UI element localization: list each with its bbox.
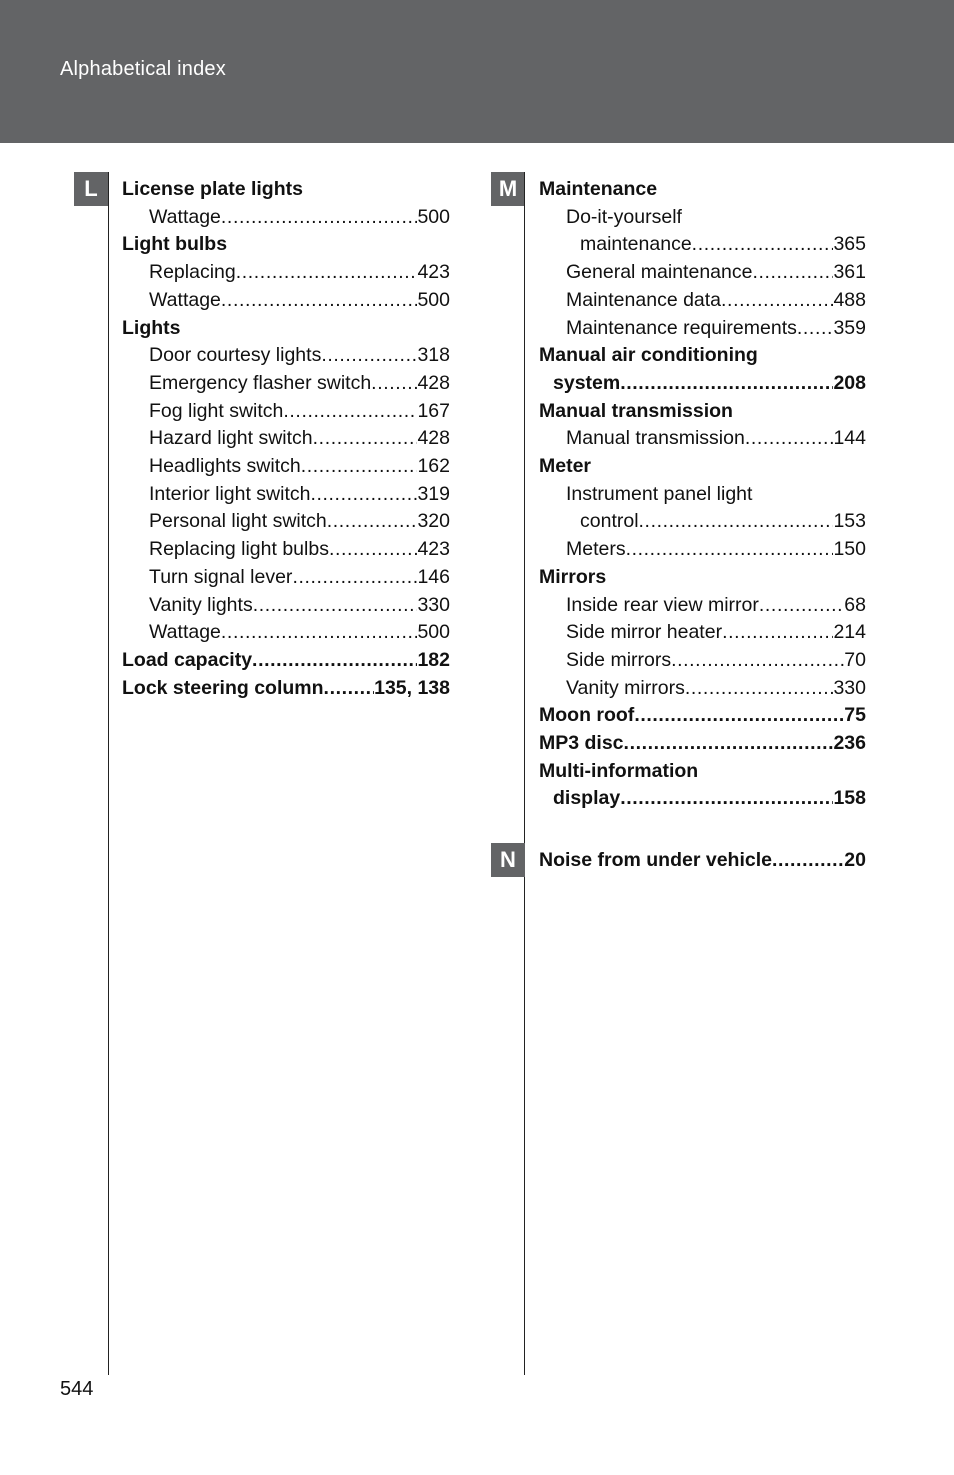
dot-leader [327, 508, 418, 536]
entry-page: 428 [417, 371, 450, 394]
dot-leader [745, 425, 834, 453]
entry-page: 320 [417, 510, 450, 533]
entry-label: Replacing [149, 261, 236, 284]
dot-leader [310, 481, 417, 509]
dot-leader [371, 370, 417, 398]
entry-page: 20 [844, 849, 866, 871]
index-entry [539, 619, 866, 647]
index-entry [539, 231, 866, 259]
entry-page: 208 [833, 371, 866, 394]
dot-leader [685, 675, 834, 703]
index-entry [122, 564, 450, 592]
dot-leader [620, 785, 833, 813]
entry-label: Light bulbs [122, 233, 228, 256]
index-entry [122, 398, 450, 426]
index-entry [122, 342, 450, 370]
entry-page: 135, 138 [374, 676, 450, 699]
entry-label: Side mirrors [566, 648, 672, 671]
dot-leader [221, 619, 418, 647]
entry-label: Emergency flasher switch [149, 371, 372, 394]
entry-page: 428 [417, 427, 450, 450]
entry-page: 359 [833, 316, 866, 339]
entry-label: Instrument panel light [566, 482, 753, 505]
entry-label: Wattage [149, 205, 221, 228]
entry-label: Maintenance data [566, 288, 722, 311]
entry-page: 236 [833, 732, 866, 755]
index-entry [539, 204, 866, 232]
entry-page: 214 [833, 621, 866, 644]
entry-page: 153 [833, 510, 866, 533]
page-number: 544 [60, 1378, 94, 1400]
entry-label: Replacing light bulbs [149, 538, 329, 561]
index-entry [122, 481, 450, 509]
dot-leader [301, 453, 418, 481]
index-entry [122, 231, 450, 259]
entry-label: Manual transmission [566, 427, 745, 450]
index-entry [122, 647, 450, 675]
index-column-l [122, 176, 450, 702]
entry-label: Side mirror heater [566, 621, 723, 644]
index-entry [122, 675, 450, 703]
entry-page: 330 [417, 593, 450, 616]
dot-leader [772, 847, 844, 875]
index-entry [539, 425, 866, 453]
entry-label: Hazard light switch [149, 427, 313, 450]
entry-page: 70 [844, 648, 866, 671]
dot-leader [236, 259, 418, 287]
dot-leader [797, 315, 834, 343]
index-entry [122, 619, 450, 647]
index-entry [539, 730, 866, 758]
index-entry [122, 508, 450, 536]
entry-label: Maintenance requirements [566, 316, 797, 339]
index-entry [539, 702, 866, 730]
dot-leader [752, 259, 833, 287]
entry-label: Vanity lights [149, 593, 253, 616]
entry-label: Noise from under vehicle [539, 849, 772, 871]
index-entry [122, 204, 450, 232]
entry-label: system [553, 371, 621, 394]
entry-label: MP3 disc [539, 732, 624, 755]
index-entry [539, 370, 866, 398]
entry-page: 68 [844, 593, 866, 616]
dot-leader [620, 370, 833, 398]
index-entry [539, 481, 866, 509]
index-entry [122, 176, 450, 204]
entry-label: Meters [566, 538, 626, 561]
dot-leader [221, 204, 418, 232]
letter-tab-l: L [74, 172, 108, 206]
index-entry [539, 758, 866, 786]
column-rule-right [524, 172, 525, 1375]
dot-leader [321, 342, 417, 370]
entry-label: Maintenance [539, 178, 658, 200]
entry-page: 75 [844, 704, 866, 727]
dot-leader [253, 592, 418, 620]
entry-label: Multi-information [539, 759, 699, 782]
dot-leader [671, 647, 844, 675]
index-entry [539, 453, 866, 481]
entry-page: 365 [833, 233, 866, 256]
entry-label: Mirrors [539, 565, 607, 588]
entry-page: 423 [417, 261, 450, 284]
index-entry [539, 564, 866, 592]
dot-leader [759, 592, 844, 620]
dot-leader [329, 536, 418, 564]
entry-page: 319 [417, 482, 450, 505]
index-entry [539, 847, 866, 875]
index-entry [539, 342, 866, 370]
letter-tab-n: N [491, 843, 525, 877]
index-entry [122, 370, 450, 398]
entry-label: Headlights switch [149, 455, 301, 478]
index-entry [122, 287, 450, 315]
entry-label: Vanity mirrors [566, 676, 685, 699]
index-entry [122, 315, 450, 343]
entry-label: Meter [539, 455, 592, 478]
entry-page: 167 [417, 399, 450, 422]
entry-label: display [553, 787, 621, 810]
entry-label: License plate lights [122, 178, 303, 200]
dot-leader [324, 675, 375, 703]
entry-page: 500 [417, 205, 450, 228]
entry-label: Turn signal lever [149, 565, 293, 588]
entry-page: 361 [833, 261, 866, 284]
entry-page: 182 [417, 648, 450, 671]
entry-page: 144 [833, 427, 866, 450]
entry-page: 162 [417, 455, 450, 478]
entry-page: 488 [833, 288, 866, 311]
dot-leader [722, 619, 833, 647]
entry-label: Moon roof [539, 704, 635, 727]
entry-label: Personal light switch [149, 510, 327, 533]
dot-leader [221, 287, 418, 315]
entry-label: Inside rear view mirror [566, 593, 759, 616]
entry-label: Lock steering column [122, 676, 324, 699]
entry-page: 423 [417, 538, 450, 561]
index-entry [539, 536, 866, 564]
index-column-n [539, 847, 866, 875]
index-entry [122, 592, 450, 620]
index-entry [539, 508, 866, 536]
entry-label: control [580, 510, 639, 533]
index-entry [539, 176, 866, 204]
page-header [0, 0, 954, 143]
dot-leader [292, 564, 417, 592]
index-entry [539, 592, 866, 620]
dot-leader [624, 730, 834, 758]
index-entry [539, 675, 866, 703]
index-entry [122, 536, 450, 564]
entry-label: Load capacity [122, 648, 253, 671]
header-title: Alphabetical index [60, 58, 226, 80]
dot-leader [634, 702, 844, 730]
entry-label: Lights [122, 316, 181, 339]
entry-label: Do-it-yourself [566, 205, 682, 228]
index-entry [539, 398, 866, 426]
index-entry [122, 259, 450, 287]
entry-page: 500 [417, 621, 450, 644]
index-entry [539, 315, 866, 343]
entry-page: 500 [417, 288, 450, 311]
index-entry [539, 785, 866, 813]
entry-label: Door courtesy lights [149, 344, 322, 367]
entry-label: Manual transmission [539, 399, 733, 422]
entry-label: maintenance [580, 233, 692, 256]
index-entry [122, 453, 450, 481]
dot-leader [283, 398, 417, 426]
index-entry [539, 287, 866, 315]
entry-page: 158 [833, 787, 866, 810]
entry-label: Wattage [149, 288, 221, 311]
dot-leader [252, 647, 417, 675]
entry-label: General maintenance [566, 261, 753, 284]
entry-page: 330 [833, 676, 866, 699]
entry-label: Interior light switch [149, 482, 311, 505]
index-column-m [539, 176, 866, 813]
entry-page: 318 [417, 344, 450, 367]
dot-leader [692, 231, 834, 259]
entry-page: 150 [833, 538, 866, 561]
entry-label: Wattage [149, 621, 221, 644]
entry-label: Fog light switch [149, 399, 284, 422]
index-entry [539, 259, 866, 287]
dot-leader [721, 287, 833, 315]
dot-leader [313, 425, 418, 453]
dot-leader [626, 536, 834, 564]
index-entry [539, 647, 866, 675]
dot-leader [639, 508, 834, 536]
entry-label: Manual air conditioning [539, 344, 758, 367]
entry-page: 146 [417, 565, 450, 588]
index-entry [122, 425, 450, 453]
column-rule-left [108, 172, 109, 1375]
letter-tab-m: M [491, 172, 525, 206]
